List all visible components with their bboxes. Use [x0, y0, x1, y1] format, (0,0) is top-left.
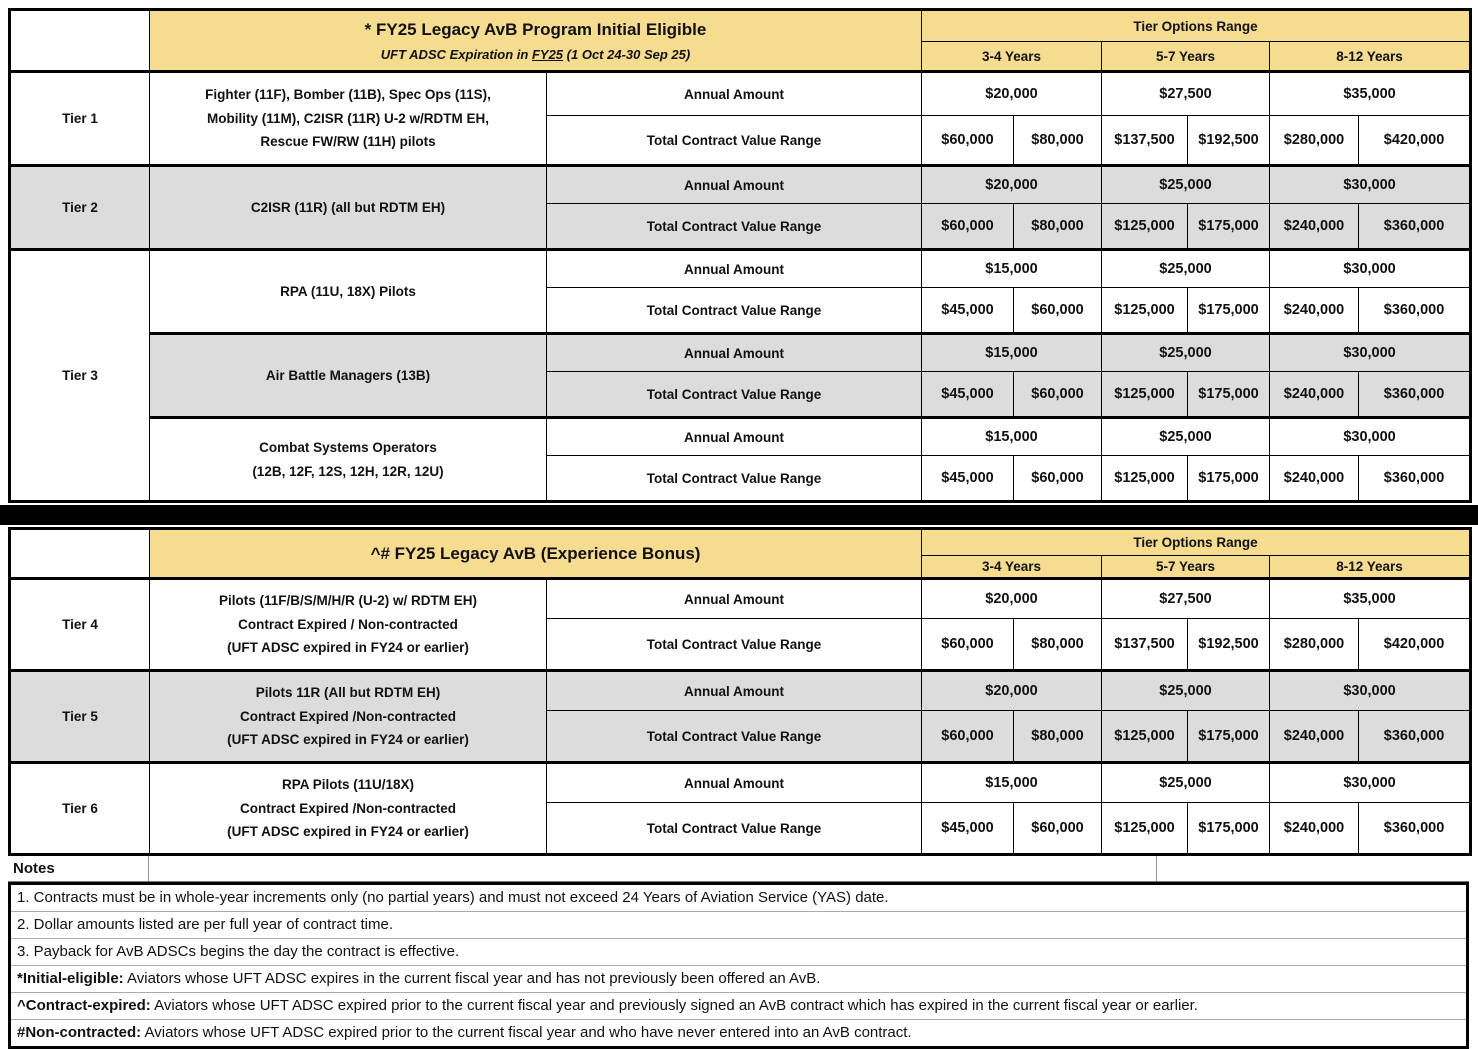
total-value: $240,000 — [1270, 711, 1359, 763]
total-value: $125,000 — [1102, 288, 1188, 334]
total-value: $240,000 — [1270, 204, 1359, 250]
annual-value: $15,000 — [922, 418, 1102, 456]
annual-value: $30,000 — [1270, 250, 1471, 288]
year-col-5-7: 5-7 Years — [1102, 556, 1270, 579]
total-value: $45,000 — [922, 288, 1014, 334]
notes-heading: Notes — [8, 856, 1469, 882]
category-cell: Pilots 11R (All but RDTM EH) Contract Expired /Non-contracted (UFT ADSC expired in FY24 or earlier) — [150, 671, 547, 763]
total-value: $45,000 — [922, 372, 1014, 418]
category-cell: Combat Systems Operators (12B, 12F, 12S, 12H, 12R, 12U) — [150, 418, 547, 502]
total-value: $80,000 — [1014, 711, 1102, 763]
category-cell: RPA Pilots (11U/18X) Contract Expired /Non-contracted (UFT ADSC expired in FY24 or earlier) — [150, 763, 547, 855]
total-value: $80,000 — [1014, 619, 1102, 671]
category-cell: RPA (11U, 18X) Pilots — [150, 250, 547, 334]
annual-value: $35,000 — [1270, 579, 1471, 619]
total-value: $240,000 — [1270, 803, 1359, 855]
total-value: $240,000 — [1270, 372, 1359, 418]
note-item: 3. Payback for AvB ADSCs begins the day the contract is effective. — [11, 938, 1466, 965]
annual-value: $27,500 — [1102, 72, 1270, 116]
annual-value: $25,000 — [1102, 166, 1270, 204]
annual-value: $25,000 — [1102, 250, 1270, 288]
note-item: *Initial-eligible: Aviators whose UFT ADSC expires in the current fiscal year and has not previously been offered an AvB. — [11, 965, 1466, 992]
annual-amount-label: Annual Amount — [547, 72, 922, 116]
total-value: $60,000 — [922, 619, 1014, 671]
annual-value: $25,000 — [1102, 671, 1270, 711]
year-col-8-12: 8-12 Years — [1270, 42, 1471, 72]
total-value: $80,000 — [1014, 116, 1102, 166]
total-value: $175,000 — [1188, 803, 1270, 855]
total-value: $125,000 — [1102, 456, 1188, 502]
annual-value: $20,000 — [922, 72, 1102, 116]
tier-label: Tier 2 — [10, 166, 150, 250]
total-value: $125,000 — [1102, 372, 1188, 418]
note-item: ^Contract-expired: Aviators whose UFT ADSC expired prior to the current fiscal year and previously signed an AvB contract which has expired in the current fiscal year or earlier. — [11, 992, 1466, 1019]
total-value: $175,000 — [1188, 372, 1270, 418]
total-value: $360,000 — [1359, 456, 1471, 502]
category-cell: Pilots (11F/B/S/M/H/R (U-2) w/ RDTM EH) Contract Expired / Non-contracted (UFT ADSC expired in FY24 or earlier) — [150, 579, 547, 671]
total-value: $60,000 — [1014, 803, 1102, 855]
total-contract-label: Total Contract Value Range — [547, 288, 922, 334]
year-col-5-7: 5-7 Years — [1102, 42, 1270, 72]
annual-value: $25,000 — [1102, 763, 1270, 803]
annual-amount-label: Annual Amount — [547, 763, 922, 803]
category-cell: Air Battle Managers (13B) — [150, 334, 547, 418]
total-value: $60,000 — [1014, 372, 1102, 418]
total-contract-label: Total Contract Value Range — [547, 372, 922, 418]
total-value: $280,000 — [1270, 619, 1359, 671]
total-value: $192,500 — [1188, 619, 1270, 671]
corner-cell — [10, 529, 150, 579]
total-value: $60,000 — [922, 204, 1014, 250]
total-contract-label: Total Contract Value Range — [547, 803, 922, 855]
year-col-3-4: 3-4 Years — [922, 42, 1102, 72]
annual-value: $15,000 — [922, 250, 1102, 288]
total-value: $60,000 — [1014, 456, 1102, 502]
total-value: $125,000 — [1102, 803, 1188, 855]
total-value: $175,000 — [1188, 456, 1270, 502]
total-value: $175,000 — [1188, 288, 1270, 334]
grid-line — [1156, 856, 1157, 881]
annual-value: $20,000 — [922, 671, 1102, 711]
total-value: $60,000 — [1014, 288, 1102, 334]
annual-amount-label: Annual Amount — [547, 579, 922, 619]
category-cell: C2ISR (11R) (all but RDTM EH) — [150, 166, 547, 250]
tier-options-range-header: Tier Options Range — [922, 10, 1471, 42]
table1-title: * FY25 Legacy AvB Program Initial Eligible — [364, 19, 707, 39]
underlined-fy25: FY25 — [531, 46, 564, 62]
total-value: $240,000 — [1270, 288, 1359, 334]
total-value: $280,000 — [1270, 116, 1359, 166]
note-item: 1. Contracts must be in whole-year increments only (no partial years) and must not exceed 24 Years of Aviation Service (YAS) date. — [11, 885, 1466, 911]
table1-subtitle: UFT ADSC Expiration in FY25 (1 Oct 24-30 Sep 25) — [380, 46, 691, 62]
total-contract-label: Total Contract Value Range — [547, 456, 922, 502]
tier-options-range-header: Tier Options Range — [922, 529, 1471, 556]
total-value: $60,000 — [922, 711, 1014, 763]
annual-value: $20,000 — [922, 166, 1102, 204]
annual-value: $30,000 — [1270, 763, 1471, 803]
tier-label: Tier 4 — [10, 579, 150, 671]
total-value: $80,000 — [1014, 204, 1102, 250]
table1-title-cell — [150, 10, 922, 72]
annual-value: $27,500 — [1102, 579, 1270, 619]
annual-value: $30,000 — [1270, 418, 1471, 456]
total-contract-label: Total Contract Value Range — [547, 619, 922, 671]
annual-amount-label: Annual Amount — [547, 671, 922, 711]
corner-cell — [10, 10, 150, 72]
total-value: $360,000 — [1359, 372, 1471, 418]
total-contract-label: Total Contract Value Range — [547, 711, 922, 763]
total-value: $137,500 — [1102, 619, 1188, 671]
annual-value: $30,000 — [1270, 166, 1471, 204]
total-value: $137,500 — [1102, 116, 1188, 166]
note-item: 2. Dollar amounts listed are per full year of contract time. — [11, 911, 1466, 938]
annual-value: $35,000 — [1270, 72, 1471, 116]
total-value: $420,000 — [1359, 619, 1471, 671]
separator-band — [0, 505, 1478, 525]
annual-value: $30,000 — [1270, 671, 1471, 711]
total-value: $125,000 — [1102, 204, 1188, 250]
annual-value: $30,000 — [1270, 334, 1471, 372]
table2-title-cell — [150, 529, 922, 579]
annual-amount-label: Annual Amount — [547, 250, 922, 288]
annual-value: $15,000 — [922, 763, 1102, 803]
annual-value: $15,000 — [922, 334, 1102, 372]
category-cell: Fighter (11F), Bomber (11B), Spec Ops (11S), Mobility (11M), C2ISR (11R) U-2 w/RDTM EH, Rescue FW/RW (11H) pilots — [150, 72, 547, 166]
tier-label: Tier 3 — [10, 250, 150, 502]
total-value: $45,000 — [922, 803, 1014, 855]
total-value: $420,000 — [1359, 116, 1471, 166]
table2-title: ^# FY25 Legacy AvB (Experience Bonus) — [370, 543, 701, 563]
annual-amount-label: Annual Amount — [547, 166, 922, 204]
total-value: $240,000 — [1270, 456, 1359, 502]
total-value: $125,000 — [1102, 711, 1188, 763]
grid-line — [148, 856, 149, 881]
initial-eligible-table — [8, 8, 1472, 503]
total-value: $360,000 — [1359, 711, 1471, 763]
total-value: $175,000 — [1188, 204, 1270, 250]
annual-amount-label: Annual Amount — [547, 334, 922, 372]
tier-label: Tier 1 — [10, 72, 150, 166]
total-value: $192,500 — [1188, 116, 1270, 166]
tier-label: Tier 5 — [10, 671, 150, 763]
annual-amount-label: Annual Amount — [547, 418, 922, 456]
experience-bonus-table — [8, 527, 1472, 856]
total-value: $60,000 — [922, 116, 1014, 166]
total-value: $175,000 — [1188, 711, 1270, 763]
total-value: $360,000 — [1359, 204, 1471, 250]
year-col-3-4: 3-4 Years — [922, 556, 1102, 579]
annual-value: $20,000 — [922, 579, 1102, 619]
annual-value: $25,000 — [1102, 418, 1270, 456]
year-col-8-12: 8-12 Years — [1270, 556, 1471, 579]
total-contract-label: Total Contract Value Range — [547, 116, 922, 166]
total-value: $45,000 — [922, 456, 1014, 502]
total-value: $360,000 — [1359, 803, 1471, 855]
total-value: $360,000 — [1359, 288, 1471, 334]
total-contract-label: Total Contract Value Range — [547, 204, 922, 250]
note-item: #Non-contracted: Aviators whose UFT ADSC expired prior to the current fiscal year and who have never entered into an AvB contract. — [11, 1019, 1466, 1046]
annual-value: $25,000 — [1102, 334, 1270, 372]
tier-label: Tier 6 — [10, 763, 150, 855]
